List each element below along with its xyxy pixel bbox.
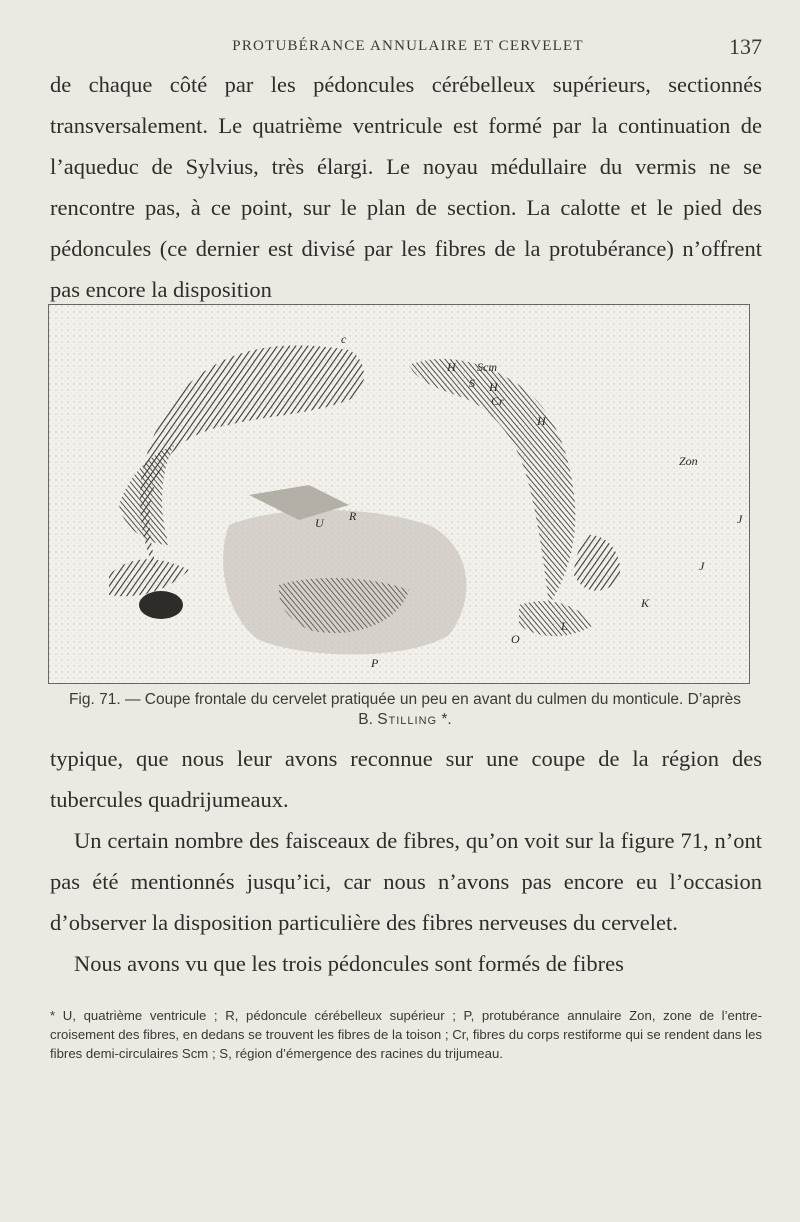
footnote: * U, quatrième ventricule ; R, pédoncule cérébelleux supérieur ; P, protubérance annulaire Zon, zone de l’entre-croisement des fibres, en dedans se trouvent les fibres de la toison ; Cr, fibres du corps restiforme qui se rendent dans les fibres demi-circulaires Scm ; S, région d’émergence des racines du trijumeau. xyxy=(50,1008,762,1061)
label-c: c xyxy=(341,332,347,346)
figure-caption xyxy=(60,690,750,730)
figure-71 xyxy=(48,304,750,684)
label-u: U xyxy=(315,516,324,530)
label-cr: Cr xyxy=(491,394,504,408)
label-o: O xyxy=(511,632,520,646)
page-number: 137 xyxy=(729,34,762,59)
label-j-lower: J xyxy=(699,559,705,573)
label-l: L xyxy=(561,619,568,633)
label-h-mid: H xyxy=(489,380,498,394)
label-h-right: H xyxy=(537,414,546,428)
running-title: PROTUBÉRANCE ANNULAIRE ET CERVELET xyxy=(232,38,584,54)
body-paragraph-2: Un certain nombre des faisceaux de fibres, qu’on voit sur la figure 71, n’ont pas été mentionnés jusqu’ici, car nous n’avons pas encore eu l’occasion d’observer la disposition particulière des fibres nerveuses du cervelet. xyxy=(50,828,762,935)
caption-marker: *. xyxy=(437,711,452,728)
label-h-upper: H xyxy=(447,360,456,374)
caption-author: Stilling xyxy=(377,711,438,728)
caption-fig-prefix: Fig. 71. xyxy=(68,691,121,708)
top-paragraph: de chaque côté par les pédoncules cérébelleux supérieurs, sectionnés transversalement. Le quatrième ventricule est formé par la continuation de l’aqueduc de Sylvius, très élargi. Le noyau médullaire du vermis ne se rencontre pas, à ce point, sur le plan de section. La calotte et le pied des pédoncules (ce dernier est divisé par les fibres de la protubérance) n’offrent pas encore la disposition xyxy=(50,72,762,302)
label-p: P xyxy=(371,656,379,670)
body-paragraph-1: typique, que nous leur avons reconnue sur une coupe de la région des tubercules quadrijumeaux. xyxy=(50,746,762,812)
label-s: S xyxy=(469,376,475,390)
label-j-right: J xyxy=(737,512,743,526)
label-scm: Scm xyxy=(477,360,497,374)
page-header xyxy=(0,34,800,62)
caption-text: — Coupe frontale du cervelet pratiquée un peu en avant du culmen du monticule. D’après B. xyxy=(120,691,742,728)
label-zon: Zon xyxy=(679,454,698,468)
body-text xyxy=(50,738,762,984)
label-k: K xyxy=(641,596,650,610)
cerebellum-section-drawing xyxy=(49,305,749,683)
label-r: R xyxy=(349,509,357,523)
body-paragraph-3: Nous avons vu que les trois pédoncules sont formés de fibres xyxy=(74,951,624,976)
top-paragraph-block xyxy=(50,64,762,310)
